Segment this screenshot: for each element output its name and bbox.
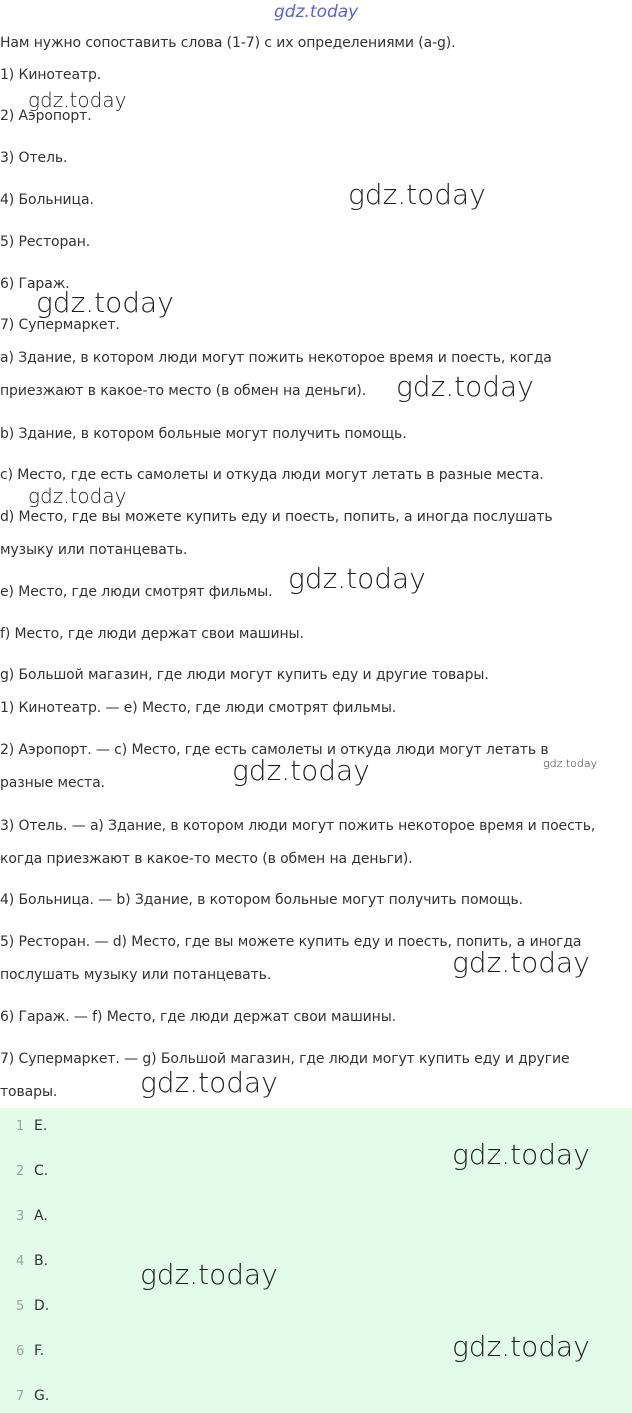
watermark-top: gdz.today	[274, 2, 359, 22]
watermark: gdz.today	[140, 1258, 278, 1291]
word-item: 1) Кинотеатр.	[0, 67, 102, 83]
watermark: gdz.today	[288, 562, 426, 595]
answer-row	[16, 1206, 48, 1227]
match-line: 6) Гараж. — f) Место, где люди держат свои машины.	[0, 1009, 397, 1025]
match-line: разные места.	[0, 775, 105, 791]
definition-line: приезжают в какое-то место (в обмен на деньги).	[0, 383, 367, 399]
answer-number: 6	[16, 1344, 25, 1359]
watermark: gdz.today	[452, 946, 590, 979]
watermark: gdz.today	[452, 1138, 590, 1171]
word-item: 4) Больница.	[0, 192, 94, 208]
answer-value: A.	[34, 1208, 48, 1224]
definition-line: c) Место, где есть самолеты и откуда люди могут летать в разные места.	[0, 467, 544, 483]
word-item: 3) Отель.	[0, 150, 68, 166]
match-line: 7) Супермаркет. — g) Большой магазин, где люди могут купить еду и другие	[0, 1051, 570, 1067]
match-line: 5) Ресторан. — d) Место, где вы можете купить еду и поесть, попить, а иногда	[0, 934, 582, 950]
word-item: 5) Ресторан.	[0, 234, 91, 250]
answer-row	[16, 1116, 47, 1137]
definition-line: b) Здание, в котором больные могут получить помощь.	[0, 426, 407, 442]
answer-number: 5	[16, 1299, 25, 1314]
answer-number: 2	[16, 1164, 25, 1179]
answer-row	[16, 1161, 48, 1182]
answer-value: B.	[34, 1253, 49, 1269]
answer-row	[16, 1386, 49, 1407]
watermark: gdz.today	[140, 1066, 278, 1099]
definition-line: e) Место, где люди смотрят фильмы.	[0, 584, 273, 600]
match-line: послушать музыку или потанцевать.	[0, 967, 272, 983]
watermark: gdz.today	[543, 757, 598, 770]
match-line: когда приезжают в какое-то место (в обмен на деньги).	[0, 851, 413, 867]
watermark: gdz.today	[28, 484, 127, 508]
watermark: gdz.today	[28, 88, 127, 112]
watermark: gdz.today	[348, 178, 486, 211]
answer-number: 1	[16, 1119, 25, 1134]
match-line: 2) Аэропорт. — c) Место, где есть самолеты и откуда люди могут летать в	[0, 742, 549, 758]
answer-number: 4	[16, 1254, 25, 1269]
answer-number: 3	[16, 1209, 25, 1224]
answer-value: D.	[34, 1298, 50, 1314]
word-item: 2) Аэропорт.	[0, 108, 92, 124]
match-line: 1) Кинотеатр. — e) Место, где люди смотрят фильмы.	[0, 700, 397, 716]
watermark: gdz.today	[36, 286, 174, 319]
watermark: gdz.today	[232, 754, 370, 787]
watermark: gdz.today	[396, 370, 534, 403]
answer-value: G.	[34, 1388, 50, 1404]
definition-line: a) Здание, в котором люди могут пожить некоторое время и поесть, когда	[0, 350, 552, 366]
match-line: 4) Больница. — b) Здание, в котором больные могут получить помощь.	[0, 892, 523, 908]
definition-line: d) Место, где вы можете купить еду и поесть, попить, а иногда послушать	[0, 509, 553, 525]
match-line: 3) Отель. — a) Здание, в котором люди могут пожить некоторое время и поесть,	[0, 818, 596, 834]
answer-row	[16, 1341, 44, 1362]
definition-line: музыку или потанцевать.	[0, 542, 188, 558]
answer-row	[16, 1251, 48, 1272]
answer-number: 7	[16, 1389, 25, 1404]
definition-line: f) Место, где люди держат свои машины.	[0, 626, 304, 642]
intro-text: Нам нужно сопоставить слова (1-7) с их определениями (a-g).	[0, 35, 456, 51]
answer-value: F.	[34, 1343, 45, 1359]
answer-value: E.	[34, 1118, 48, 1134]
word-item: 6) Гараж.	[0, 276, 70, 292]
answer-value: C.	[34, 1163, 49, 1179]
definition-line: g) Большой магазин, где люди могут купить еду и другие товары.	[0, 667, 489, 683]
match-line: товары.	[0, 1084, 58, 1100]
answer-row	[16, 1296, 49, 1317]
watermark: gdz.today	[452, 1330, 590, 1363]
word-item: 7) Супермаркет.	[0, 317, 120, 333]
